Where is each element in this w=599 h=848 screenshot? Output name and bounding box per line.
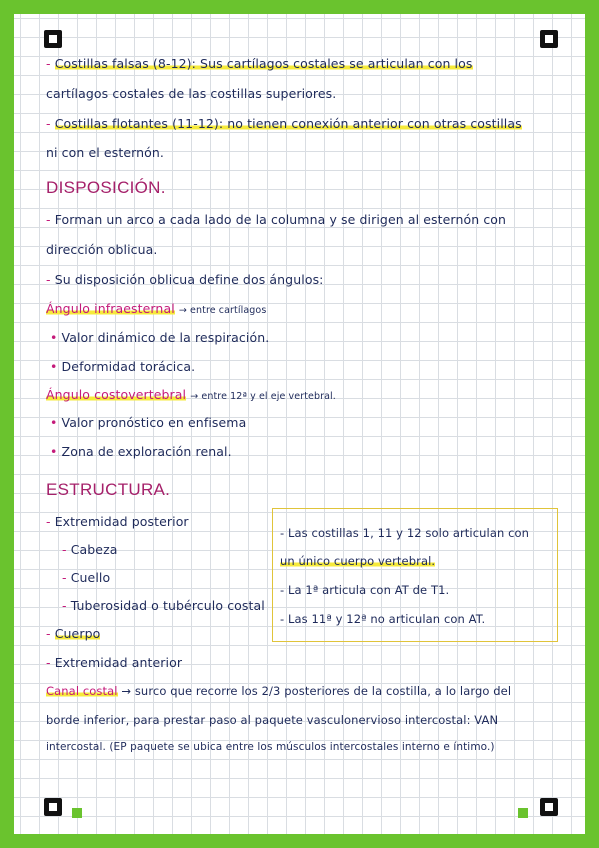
posterior-item-3: - Tuberosidad o tubérculo costal bbox=[62, 598, 265, 613]
box-line-2: un único cuerpo vertebral. bbox=[280, 554, 436, 568]
angulo-costovertebral: Ángulo costovertebral → entre 12ª y el eje vertebral. bbox=[46, 387, 336, 402]
section-heading-estructura: ESTRUCTURA. bbox=[46, 480, 171, 499]
posterior-item-1: - Cabeza bbox=[62, 542, 118, 557]
canal-line-3: intercostal. (EP paquete se ubica entre los músculos intercostales interno e íntimo.) bbox=[46, 741, 495, 753]
angulo1-item-2: • Deformidad torácica. bbox=[50, 359, 196, 374]
box-line-4: - Las 11ª y 12ª no articulan con AT. bbox=[280, 612, 486, 626]
intro-line-3: - Costillas flotantes (11-12): no tienen conexión anterior con otras costillas bbox=[46, 116, 522, 131]
grid-paper bbox=[14, 14, 585, 834]
disposicion-line-1: - Forman un arco a cada lado de la columna y se dirigen al esternón con bbox=[46, 212, 507, 227]
angulo-infraesternal: Ángulo infraesternal → entre cartílagos bbox=[46, 301, 267, 316]
intro-line-4: ni con el esternón. bbox=[46, 145, 165, 160]
cuerpo: - Cuerpo bbox=[46, 626, 101, 641]
extremidad-anterior: - Extremidad anterior bbox=[46, 655, 183, 670]
canal-line-1: Canal costal → surco que recorre los 2/3 posteriores de la costilla, a lo largo del bbox=[46, 684, 512, 698]
box-line-3: - La 1ª articula con AT de T1. bbox=[280, 583, 450, 597]
canal-line-2: borde inferior, para prestar paso al paquete vasculonervioso intercostal: VAN bbox=[46, 713, 499, 727]
extremidad-posterior: - Extremidad posterior bbox=[46, 514, 189, 529]
intro-line-1: - Costillas falsas (8-12): Sus cartílagos costales se articulan con los bbox=[46, 56, 473, 71]
angulo2-item-1: • Valor pronóstico en enfisema bbox=[50, 415, 247, 430]
section-heading-disposicion: DISPOSICIÓN. bbox=[46, 178, 166, 197]
angulo1-item-1: • Valor dinámico de la respiración. bbox=[50, 330, 270, 345]
angulo2-item-2: • Zona de exploración renal. bbox=[50, 444, 232, 459]
disposicion-line-3: - Su disposición oblicua define dos ángulos: bbox=[46, 272, 324, 287]
box-line-1: - Las costillas 1, 11 y 12 solo articulan con bbox=[280, 526, 530, 540]
intro-line-2: cartílagos costales de las costillas superiores. bbox=[46, 86, 337, 101]
posterior-item-2: - Cuello bbox=[62, 570, 111, 585]
disposicion-line-2: dirección oblicua. bbox=[46, 242, 158, 257]
